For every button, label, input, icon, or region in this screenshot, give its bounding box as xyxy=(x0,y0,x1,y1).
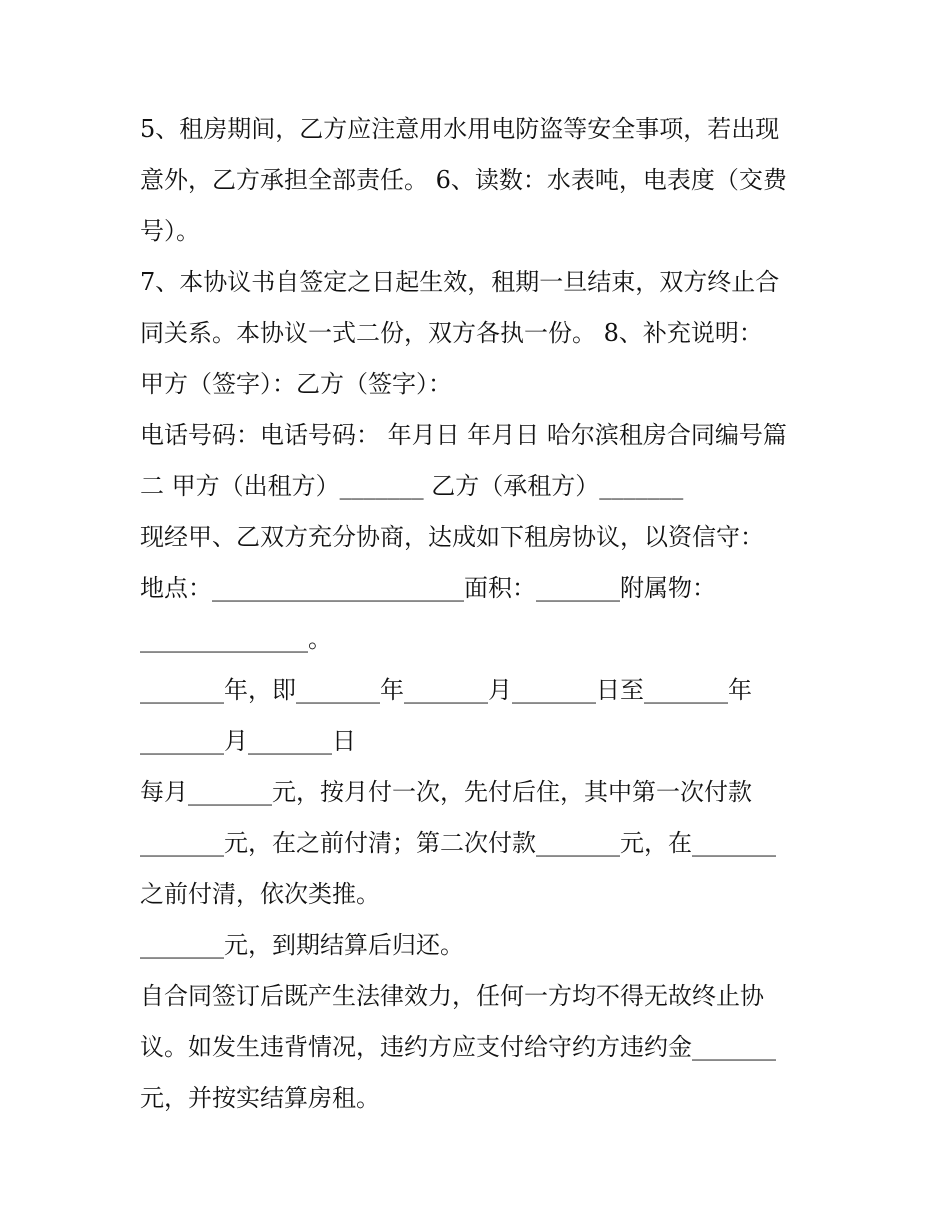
text-line: 意外，乙方承担全部责任。 6、读数：水表吨，电表度（交费 xyxy=(140,166,787,194)
text-line: _______元，到期结算后归还。 xyxy=(140,931,464,959)
text-line: 7、本协议书自签定之日起生效，租期一旦结束，双方终止合 xyxy=(140,268,780,296)
text-line: 现经甲、乙双方充分协商，达成如下租房协议，以资信守： xyxy=(140,523,764,551)
text-line: _______月_______日 xyxy=(140,727,356,755)
text-line: 甲方（签字）：乙方（签字）： xyxy=(140,370,452,398)
text-line: 5、租房期间，乙方应注意用水用电防盗等安全事项，若出现 xyxy=(140,115,780,143)
text-line: _______元，在之前付清；第二次付款_______元，在_______ xyxy=(140,829,776,857)
text-line: 号）。 xyxy=(140,217,200,245)
text-line: 之前付清，依次类推。 xyxy=(140,880,380,908)
text-line: _______年，即_______年_______月_______日至_______年 xyxy=(140,676,752,704)
text-line: 地点：_____________________面积：_______附属物： xyxy=(140,574,716,602)
text-line: 每月_______元，按月付一次，先付后住，其中第一次付款 xyxy=(140,778,752,806)
text-line: 同关系。本协议一式二份，双方各执一份。 8、补充说明： xyxy=(140,319,763,347)
text-line: 二 甲方（出租方）_______ 乙方（承租方）_______ xyxy=(140,472,684,500)
text-line: 自合同签订后既产生法律效力，任何一方均不得无故终止协 xyxy=(140,982,764,1010)
text-line: ______________。 xyxy=(140,625,332,653)
text-line: 议。如发生违背情况，违约方应支付给守约方违约金_______ xyxy=(140,1033,776,1061)
document-body xyxy=(140,104,820,1124)
text-line: 电话号码：电话号码： 年月日 年月日 哈尔滨租房合同编号篇 xyxy=(140,421,787,449)
text-line: 元，并按实结算房租。 xyxy=(140,1084,380,1112)
